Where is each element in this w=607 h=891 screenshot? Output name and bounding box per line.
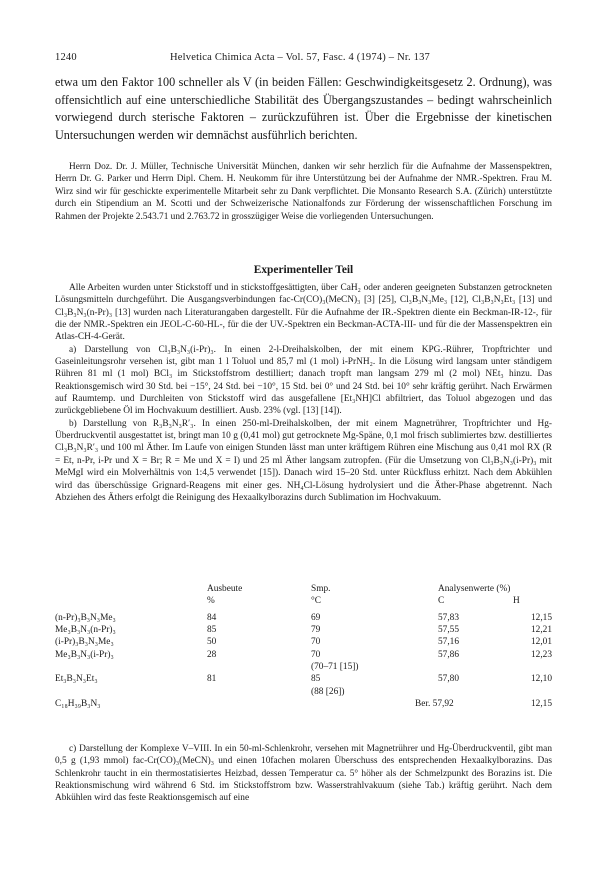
yield-value: 85 [207, 625, 217, 636]
compound-name: Et₃B₃N₃Et₃ [55, 674, 98, 685]
table-header-row [55, 583, 552, 595]
h-value: 12,21 [530, 625, 552, 636]
table-row [55, 673, 552, 698]
mp-value: 69 [311, 612, 321, 623]
yield-value: 28 [207, 649, 217, 660]
mp-value: 79 [311, 625, 321, 636]
paragraph-c: c) Darstellung der Komplexe V–VIII. In ein 50-ml-Schlenkrohr, versehen mit Magnetrührer und Hg-Überdruckventil, gibt man 0,5 g (1,93 mmol) fac-Cr(CO)₃(MeCN)₃ und einen 10fachen molaren Überschuss des entsprechenden Hexaalkylborazins. Das Schlenkrohr taucht in ein thermostatisiertes Heizbad, dessen Temperatur ca. 5° höher als der Schmelzpunkt des Borazins ist. Die Reaktionsmischung wird während 6 Std. im Stickstoffstrom bzw. Wasserstrahlvakuum (siehe Tab.) kräftig gerührt. Nach dem Abkühlen wird das feste Reaktionsgemisch auf eine [55, 744, 552, 804]
table-row [55, 636, 552, 648]
yield-value: 50 [207, 637, 217, 648]
header-analysis: Analysenwerte (%) [438, 584, 511, 594]
compound-name: C₁₈H₃₉B₃N₃ [55, 699, 101, 710]
compound-name: (i-Pr)₃B₃N₃Me₃ [55, 637, 114, 648]
c-value: 57,83 [438, 612, 460, 623]
paragraph-b: b) Darstellung von R₃B₃N₃R′₃. In einen 250-ml-Dreihalskolben, der mit einem Magnetrührer, Tropftrichter und Hg-Überdruckventil ausgestattet ist, bringt man 10 g (0,41 mol) gut getrocknete Mg-Späne, 0,1 mol frisch sublimiertes bzw. destilliertes Cl₃B₃N₃R′₃ und 100 ml Äther. Im Laufe von einigen Stunden lässt man unter kräftigem Rühren eine Mischung aus 0,41 mol RX (R = Et, n-Pr, i-Pr und X = Br; R = Me und X = I) und 25 ml Äther langsam zutropfen. (Für die Umsetzung von Cl₃B₃N₃(i-Pr)₃ mit MeMgI wird ein Molverhältnis von 1:4,5 verwendet [15]). Danach wird 15–20 Std. unter Rückfluss erhitzt. Nach dem Abkühlen wird das überschüssige Grignard-Reagens mit einer ges. NH₄Cl-Lösung hydrolysiert und die Äther-Phase abgetrennt. Nach Abziehen des Äthers erfolgt die Reinigung des Hexaalkylborazins durch Sublimation im Hochvakuum. [55, 418, 552, 503]
h-value: 12,01 [530, 637, 552, 648]
yield-value: 81 [207, 674, 217, 685]
intro-paragraph [55, 74, 552, 144]
unit-c: C [438, 596, 445, 607]
mp-literature: (88 [26]) [311, 686, 345, 697]
unit-h: H [513, 596, 520, 607]
running-title: Helvetica Chimica Acta – Vol. 57, Fasc. 4 (1974) – Nr. 137 [170, 52, 430, 63]
c-value: 57,55 [438, 625, 460, 636]
c-calculated: Ber. 57,92 [415, 699, 454, 710]
mp-value: 70 [311, 649, 321, 660]
experimental-body [55, 282, 552, 504]
paragraph-general: Alle Arbeiten wurden unter Stickstoff und in stickstoffgesättigten, über CaH₂ oder anderen geeigneten Substanzen getrockneten Lösungsmitteln durchgeführt. Die Ausgangsverbindungen fac-Cr(CO)₃(MeCN)₃ [3] [25], Cl₃B₃N₃Me₃ [12], Cl₃B₃N₃Et₃ [13] und Cl₃B₃N₃(n-Pr)₃ [13] wurden nach Literaturangaben dargestellt. Für die Aufnahme der IR.-Spektren diente ein Beckman-IR-12-, für die der NMR.-Spektren ein JEOL-C-60-HL-, für die der UV.-Spektren ein Beckman-ACTA-III- und für die der Massenspektren ein Atlas-CH-4-Gerät. [55, 283, 552, 343]
table-row [55, 612, 552, 624]
intro-text: etwa um den Faktor 100 schneller als V (in beiden Fällen: Geschwindigkeitsgesetz 2. Ordnung), was offensichtlich auf eine unterschiedliche Stabilität des Übergangszustandes – bedingt wahrscheinlich vorwiegend durch sterische Faktoren – zurückzuführen ist. Über die Ergebnisse der kinetischen Untersuchungen werden wir demnächst ausführlich berichten. [55, 75, 552, 142]
page-header [55, 52, 555, 66]
h-value: 12,10 [530, 674, 552, 685]
compound-name: Me₃B₃N₃(i-Pr)₃ [55, 649, 114, 660]
mp-value: 85 [311, 674, 321, 685]
h-value: 12,23 [530, 649, 552, 660]
mp-value: 70 [311, 637, 321, 648]
h-value: 12,15 [530, 612, 552, 623]
c-value: 57,16 [438, 637, 460, 648]
results-table [55, 583, 552, 710]
yield-value: 84 [207, 612, 217, 623]
compound-name: Me₃B₃N₃(n-Pr)₃ [55, 625, 116, 636]
mp-literature: (70–71 [15]) [311, 662, 359, 673]
section-title: Experimenteller Teil [253, 264, 354, 276]
unit-yield: % [207, 596, 215, 607]
unit-mp: °C [311, 596, 321, 607]
c-value: 57,80 [438, 674, 460, 685]
table-row [55, 624, 552, 636]
acknowledgement-text: Herrn Doz. Dr. J. Müller, Technische Universität München, danken wir sehr herzlich für die Aufnahme der Massenspektren, Herrn Dr. G. Parker und Herrn Dipl. Chem. H. Neukomm für ihre Unterstützung bei der Aufnahme der NMR.-Spektren. Frau M. Wirz sind wir für geschickte experimentelle Mitarbeit sehr zu Dank verpflichtet. Die Monsanto Research S.A. (Zürich) unterstützte durch ein Stipendium an M. Scotti und der Schweizerische Nationalfonds zur Förderung der wissenschaftlichen Forschung im Rahmen der Projekte 2.543.71 und 2.763.72 in grosszügiger Weise die vorliegenden Untersuchungen. [55, 162, 552, 222]
compound-name: (n-Pr)₃B₃N₃Me₃ [55, 612, 116, 623]
paragraph-a: a) Darstellung von Cl₃B₃N₃(i-Pr)₃. In einen 2-l-Dreihalskolben, der mit einem KPG.-Rührer, Tropftrichter und Gaseinleitungsrohr versehen ist, gibt man 1 l Toluol und 85,7 ml (1 mol) i-PrNH₂. In die Lösung wird langsam unter ständigem Rühren 81 ml (1 mol) BCl₃ im Stickstoffstrom destilliert; danach tropft man langsam 279 ml (2 mol) NEt₃ hinzu. Das Reaktionsgemisch wird 30 Std. bei −15°, 24 Std. bei −10°, 15 Std. bei 0° und 24 Std. bei 10° sehr kräftig gerührt. Nach Erwärmen auf Raumtemp. und Durchleiten von Stickstoff wird das ausgefallene [Et₃NH]Cl abfiltriert, das Toluol abgezogen und das zurückgebliebene Öl im Hochvakuum destilliert. Ausb. 23% (vgl. [13] [14]). [55, 344, 552, 417]
h-value: 12,15 [530, 699, 552, 710]
header-mp: Smp. [311, 584, 331, 594]
table-row [55, 649, 552, 674]
page-number: 1240 [55, 52, 77, 63]
table-units-row [55, 595, 552, 607]
table-row [55, 698, 552, 710]
acknowledgement [55, 161, 552, 223]
c-value: 57,86 [438, 649, 460, 660]
paragraph-c-block [55, 743, 552, 805]
header-yield: Ausbeute [207, 584, 243, 594]
